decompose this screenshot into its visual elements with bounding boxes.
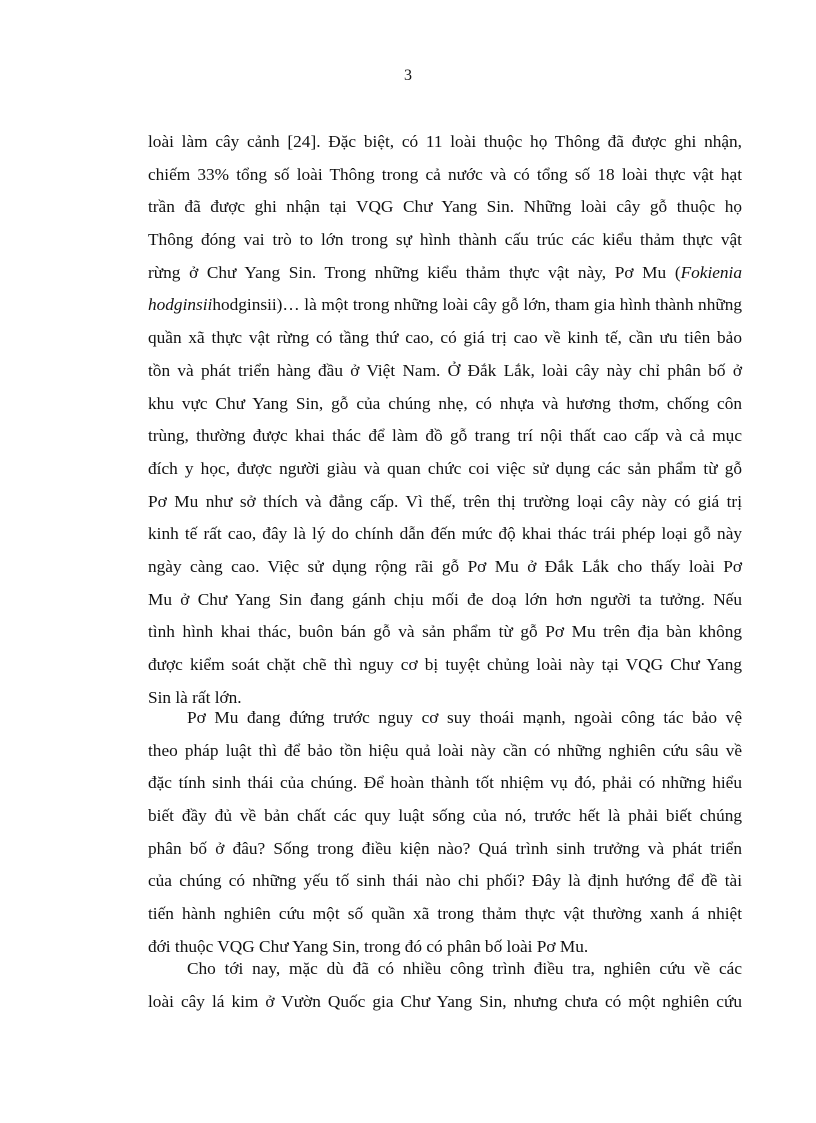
text-line: theo pháp luật thì để bảo tồn hiệu quả loài này cần có những nghiên cứu sâu về [148,740,742,760]
text-line: Thông đóng vai trò to lớn trong sự hình thành cấu trúc các kiểu thảm thực vật [148,230,742,250]
text-line-segment: hodginsii)… là một trong những loài cây gỗ lớn, tham gia hình thành những [212,295,742,315]
text-line: tình hình khai thác, buôn bán gỗ và sản phẩm từ gỗ Pơ Mu trên địa bàn không [148,622,742,642]
text-line: ngày càng cao. Việc sử dụng rộng rãi gỗ Pơ Mu ở Đắk Lắk cho thấy loài Pơ [148,556,742,576]
text-line: quần xã thực vật rừng có tầng thứ cao, có giá trị cao về kinh tế, cần ưu tiên bảo [148,328,742,348]
text-line: khu vực Chư Yang Sin, gỗ của chúng nhẹ, có nhựa và hương thơm, chống côn [148,393,742,413]
species-name-italic: Fokienia [680,262,742,282]
text-line: đặc tính sinh thái của chúng. Để hoàn thành tốt nhiệm vụ đó, phải có những hiểu [148,773,742,793]
page-number: 3 [404,67,412,84]
paragraph-3 [148,953,742,1018]
text-line: trùng, thường được khai thác để làm đồ gỗ trang trí nội thất cao cấp và cả mục [148,426,742,446]
text-line-segment: rừng ở Chư Yang Sin. Trong những kiểu thảm thực vật này, Pơ Mu ( [148,262,681,282]
text-line: Pơ Mu đang đứng trước nguy cơ suy thoái mạnh, ngoài công tác bảo vệ [187,708,742,727]
text-line: trần đã được ghi nhận tại VQG Chư Yang Sin. Những loài cây gỗ thuộc họ [148,197,742,217]
text-line [148,289,742,322]
text-line: đới thuộc VQG Chư Yang Sin, trong đó có phân bố loài Pơ Mu. [148,936,589,956]
text-line: Sin là rất lớn. [148,687,242,707]
text-line: biết đầy đủ về bản chất các quy luật sống của nó, trước hết là phải biết chúng [148,806,742,826]
text-line: chiếm 33% tổng số loài Thông trong cả nước và có tổng số 18 loài thực vật hạt [148,164,742,184]
text-line: tồn và phát triển hàng đầu ở Việt Nam. Ở Đắk Lắk, loài cây này chỉ phân bố ở [148,360,742,380]
paragraph-2 [148,702,742,964]
text-line: kinh tế rất cao, đây là lý do chính dẫn đến mức độ khai thác trái phép loại gỗ này [148,524,742,544]
text-line: Cho tới nay, mặc dù đã có nhiều công trình điều tra, nghiên cứu về các [187,959,742,978]
text-line [148,257,742,290]
text-line: được kiểm soát chặt chẽ thì nguy cơ bị tuyệt chủng loài này tại VQG Chư Yang [148,655,742,674]
text-line: của chúng có những yếu tố sinh thái nào chi phối? Đây là định hướng để đề tài [148,871,742,891]
text-line: loài làm cây cảnh [24]. Đặc biệt, có 11 loài thuộc họ Thông đã được ghi nhận, [148,132,742,151]
text-line: Mu ở Chư Yang Sin đang gánh chịu mối đe doạ lớn hơn người ta tưởng. Nếu [148,589,742,609]
text-line: phân bố ở đâu? Sống trong điều kiện nào? Quá trình sinh trưởng và phát triển [148,838,742,858]
text-line: đích y học, được người giàu và quan chức coi việc sử dụng các sản phẩm từ gỗ [148,458,742,478]
text-line: Pơ Mu như sở thích và đẳng cấp. Vì thế, trên thị trường loại cây này có giá trị [148,491,742,511]
species-name-italic: hodginsii [148,295,213,315]
paragraph-1 [148,126,742,714]
text-line: tiến hành nghiên cứu một số quần xã trong thảm thực vật thường xanh á nhiệt [148,904,742,924]
text-line: loài cây lá kim ở Vườn Quốc gia Chư Yang Sin, nhưng chưa có một nghiên cứu [148,991,742,1011]
